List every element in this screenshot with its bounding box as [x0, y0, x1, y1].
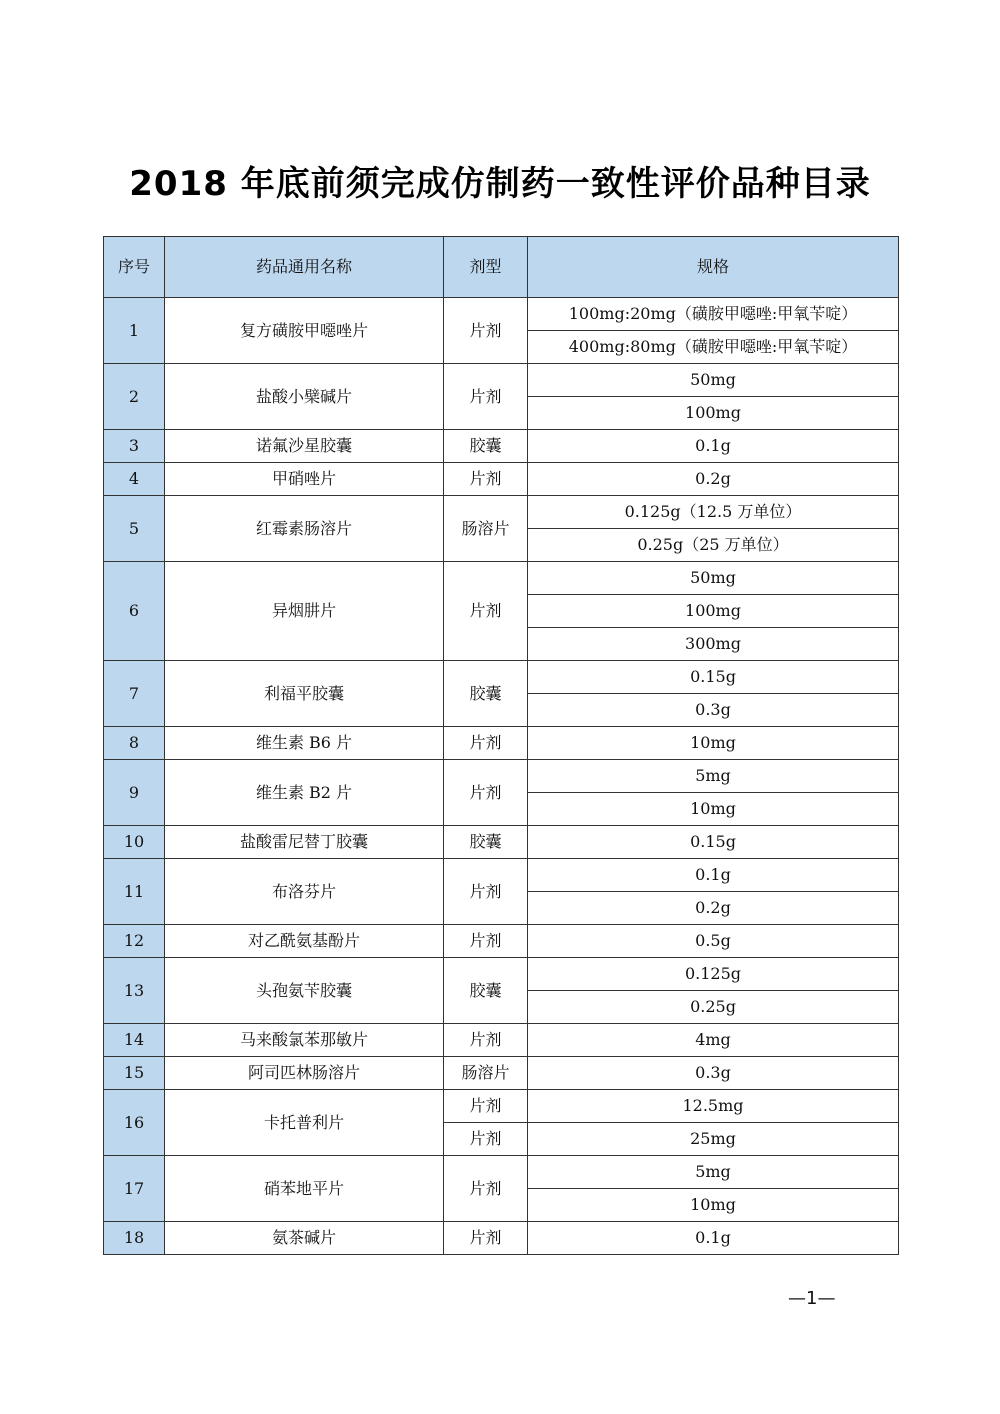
cell-spec: 0.125g — [528, 958, 899, 991]
cell-spec: 5mg — [528, 1156, 899, 1189]
cell-spec: 0.25g（25 万单位） — [528, 529, 899, 562]
cell-drug-name: 阿司匹林肠溶片 — [165, 1057, 444, 1090]
cell-spec: 300mg — [528, 628, 899, 661]
cell-spec: 10mg — [528, 1189, 899, 1222]
cell-drug-name: 头孢氨苄胶囊 — [165, 958, 444, 1024]
cell-drug-name: 维生素 B2 片 — [165, 760, 444, 826]
cell-seq: 13 — [104, 958, 165, 1024]
table-row — [104, 1090, 899, 1123]
table-row — [104, 1222, 899, 1255]
cell-dosage-form: 胶囊 — [444, 430, 528, 463]
table-row — [104, 364, 899, 397]
table-row — [104, 760, 899, 793]
cell-drug-name: 诺氟沙星胶囊 — [165, 430, 444, 463]
cell-spec: 100mg:20mg（磺胺甲噁唑:甲氧苄啶） — [528, 298, 899, 331]
table-row — [104, 1156, 899, 1189]
cell-seq: 9 — [104, 760, 165, 826]
cell-drug-name: 卡托普利片 — [165, 1090, 444, 1156]
cell-dosage-form: 片剂 — [444, 298, 528, 364]
cell-dosage-form: 胶囊 — [444, 661, 528, 727]
cell-dosage-form: 片剂 — [444, 1222, 528, 1255]
drug-catalog-table — [103, 236, 899, 1255]
cell-drug-name: 异烟肼片 — [165, 562, 444, 661]
table-row — [104, 430, 899, 463]
cell-dosage-form: 片剂 — [444, 1024, 528, 1057]
header-name: 药品通用名称 — [165, 237, 444, 298]
cell-dosage-form: 片剂 — [444, 1156, 528, 1222]
cell-spec: 10mg — [528, 727, 899, 760]
cell-dosage-form: 肠溶片 — [444, 496, 528, 562]
cell-dosage-form: 片剂 — [444, 1123, 528, 1156]
table-row — [104, 1024, 899, 1057]
cell-seq: 4 — [104, 463, 165, 496]
cell-spec: 0.2g — [528, 463, 899, 496]
table-header-row — [104, 237, 899, 298]
cell-spec: 10mg — [528, 793, 899, 826]
cell-spec: 50mg — [528, 364, 899, 397]
cell-spec: 0.15g — [528, 826, 899, 859]
cell-drug-name: 马来酸氯苯那敏片 — [165, 1024, 444, 1057]
cell-spec: 4mg — [528, 1024, 899, 1057]
cell-dosage-form: 片剂 — [444, 859, 528, 925]
cell-spec: 0.25g — [528, 991, 899, 1024]
table-row — [104, 562, 899, 595]
table-row — [104, 958, 899, 991]
cell-spec: 0.15g — [528, 661, 899, 694]
cell-dosage-form: 片剂 — [444, 760, 528, 826]
cell-spec: 50mg — [528, 562, 899, 595]
cell-seq: 14 — [104, 1024, 165, 1057]
cell-seq: 6 — [104, 562, 165, 661]
cell-seq: 5 — [104, 496, 165, 562]
cell-dosage-form: 片剂 — [444, 1090, 528, 1123]
table-row — [104, 661, 899, 694]
cell-drug-name: 硝苯地平片 — [165, 1156, 444, 1222]
cell-spec: 5mg — [528, 760, 899, 793]
cell-seq: 1 — [104, 298, 165, 364]
table-row — [104, 298, 899, 331]
table-row — [104, 463, 899, 496]
cell-dosage-form: 胶囊 — [444, 958, 528, 1024]
cell-dosage-form: 片剂 — [444, 562, 528, 661]
cell-seq: 7 — [104, 661, 165, 727]
cell-spec: 400mg:80mg（磺胺甲噁唑:甲氧苄啶） — [528, 331, 899, 364]
cell-spec: 0.1g — [528, 430, 899, 463]
cell-dosage-form: 胶囊 — [444, 826, 528, 859]
cell-seq: 15 — [104, 1057, 165, 1090]
cell-seq: 18 — [104, 1222, 165, 1255]
cell-spec: 0.2g — [528, 892, 899, 925]
cell-spec: 25mg — [528, 1123, 899, 1156]
cell-drug-name: 对乙酰氨基酚片 — [165, 925, 444, 958]
table-row — [104, 727, 899, 760]
cell-drug-name: 维生素 B6 片 — [165, 727, 444, 760]
table-row — [104, 1057, 899, 1090]
cell-drug-name: 氨茶碱片 — [165, 1222, 444, 1255]
cell-drug-name: 盐酸雷尼替丁胶囊 — [165, 826, 444, 859]
cell-spec: 0.5g — [528, 925, 899, 958]
cell-seq: 10 — [104, 826, 165, 859]
cell-seq: 17 — [104, 1156, 165, 1222]
cell-spec: 0.3g — [528, 694, 899, 727]
cell-seq: 8 — [104, 727, 165, 760]
cell-seq: 11 — [104, 859, 165, 925]
cell-drug-name: 红霉素肠溶片 — [165, 496, 444, 562]
cell-dosage-form: 片剂 — [444, 925, 528, 958]
cell-drug-name: 复方磺胺甲噁唑片 — [165, 298, 444, 364]
cell-spec: 0.1g — [528, 859, 899, 892]
cell-dosage-form: 片剂 — [444, 364, 528, 430]
cell-dosage-form: 片剂 — [444, 727, 528, 760]
cell-dosage-form: 肠溶片 — [444, 1057, 528, 1090]
cell-dosage-form: 片剂 — [444, 463, 528, 496]
table-body — [104, 298, 899, 1255]
cell-spec: 12.5mg — [528, 1090, 899, 1123]
cell-drug-name: 布洛芬片 — [165, 859, 444, 925]
table-row — [104, 859, 899, 892]
document-title: 2018 年底前须完成仿制药一致性评价品种目录 — [129, 164, 871, 204]
cell-seq: 16 — [104, 1090, 165, 1156]
header-form: 剂型 — [444, 237, 528, 298]
header-seq: 序号 — [104, 237, 165, 298]
cell-seq: 12 — [104, 925, 165, 958]
table-row — [104, 826, 899, 859]
cell-drug-name: 盐酸小檗碱片 — [165, 364, 444, 430]
cell-drug-name: 甲硝唑片 — [165, 463, 444, 496]
cell-spec: 0.1g — [528, 1222, 899, 1255]
cell-seq: 2 — [104, 364, 165, 430]
cell-spec: 100mg — [528, 397, 899, 430]
cell-spec: 100mg — [528, 595, 899, 628]
page-number: —1— — [788, 1288, 836, 1309]
table-row — [104, 496, 899, 529]
header-spec: 规格 — [528, 237, 899, 298]
table-row — [104, 925, 899, 958]
cell-spec: 0.3g — [528, 1057, 899, 1090]
cell-drug-name: 利福平胶囊 — [165, 661, 444, 727]
cell-seq: 3 — [104, 430, 165, 463]
cell-spec: 0.125g（12.5 万单位） — [528, 496, 899, 529]
